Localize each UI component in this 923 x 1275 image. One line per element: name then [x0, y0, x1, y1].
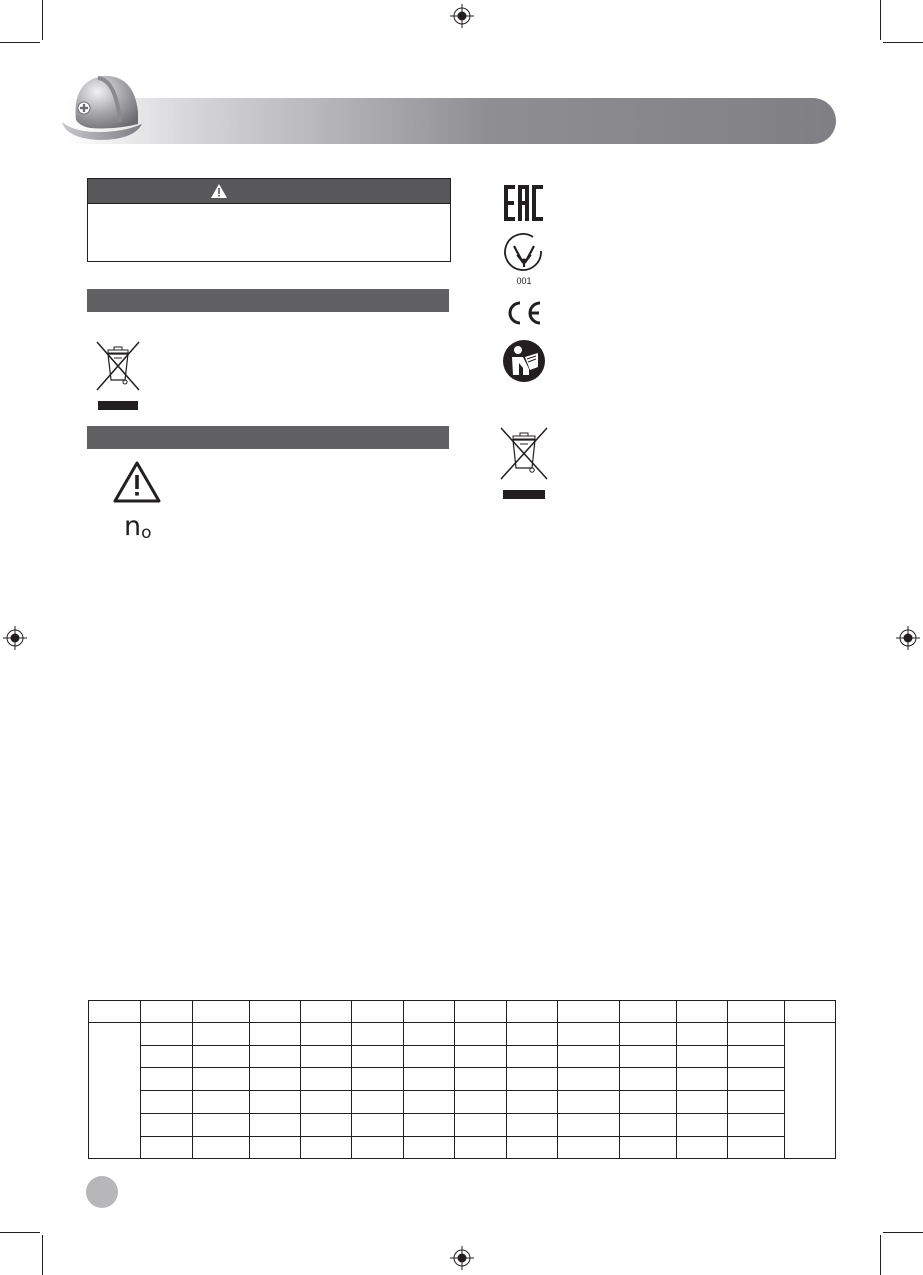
subscript-symbol-sub: o [141, 523, 152, 543]
warning-box [87, 178, 451, 262]
registration-mark-icon [3, 626, 27, 650]
crop-mark [0, 1232, 40, 1233]
section-bar-symbols [87, 426, 449, 449]
registration-mark-icon [450, 4, 474, 28]
crop-mark [42, 0, 43, 40]
caution-triangle-icon [112, 460, 162, 504]
warning-triangle-icon [210, 183, 228, 199]
ukraine-conformity-mark-icon [503, 233, 545, 287]
ukraine-mark-code: 001 [516, 276, 532, 286]
ce-mark-icon [503, 300, 543, 326]
page-number-tab [86, 1176, 118, 1208]
section-banner [64, 98, 836, 144]
subscript-symbol [124, 512, 152, 545]
crop-mark [880, 0, 881, 40]
registration-mark-icon [896, 626, 920, 650]
safety-helmet-icon [54, 62, 146, 146]
registration-mark-icon [450, 1246, 474, 1270]
crop-mark [883, 1232, 923, 1233]
crossed-out-wheelie-bin-icon [95, 340, 141, 412]
crop-mark [880, 1235, 881, 1275]
data-table [88, 1000, 836, 1159]
crop-mark [42, 1235, 43, 1275]
crop-mark [0, 42, 40, 43]
warning-header [88, 179, 450, 204]
section-bar-disposal [87, 289, 449, 312]
eac-mark-icon [502, 183, 544, 223]
crop-mark [883, 42, 923, 43]
read-manual-icon [502, 339, 546, 383]
crossed-out-wheelie-bin-icon [498, 425, 550, 501]
subscript-symbol-main: n [124, 511, 142, 542]
